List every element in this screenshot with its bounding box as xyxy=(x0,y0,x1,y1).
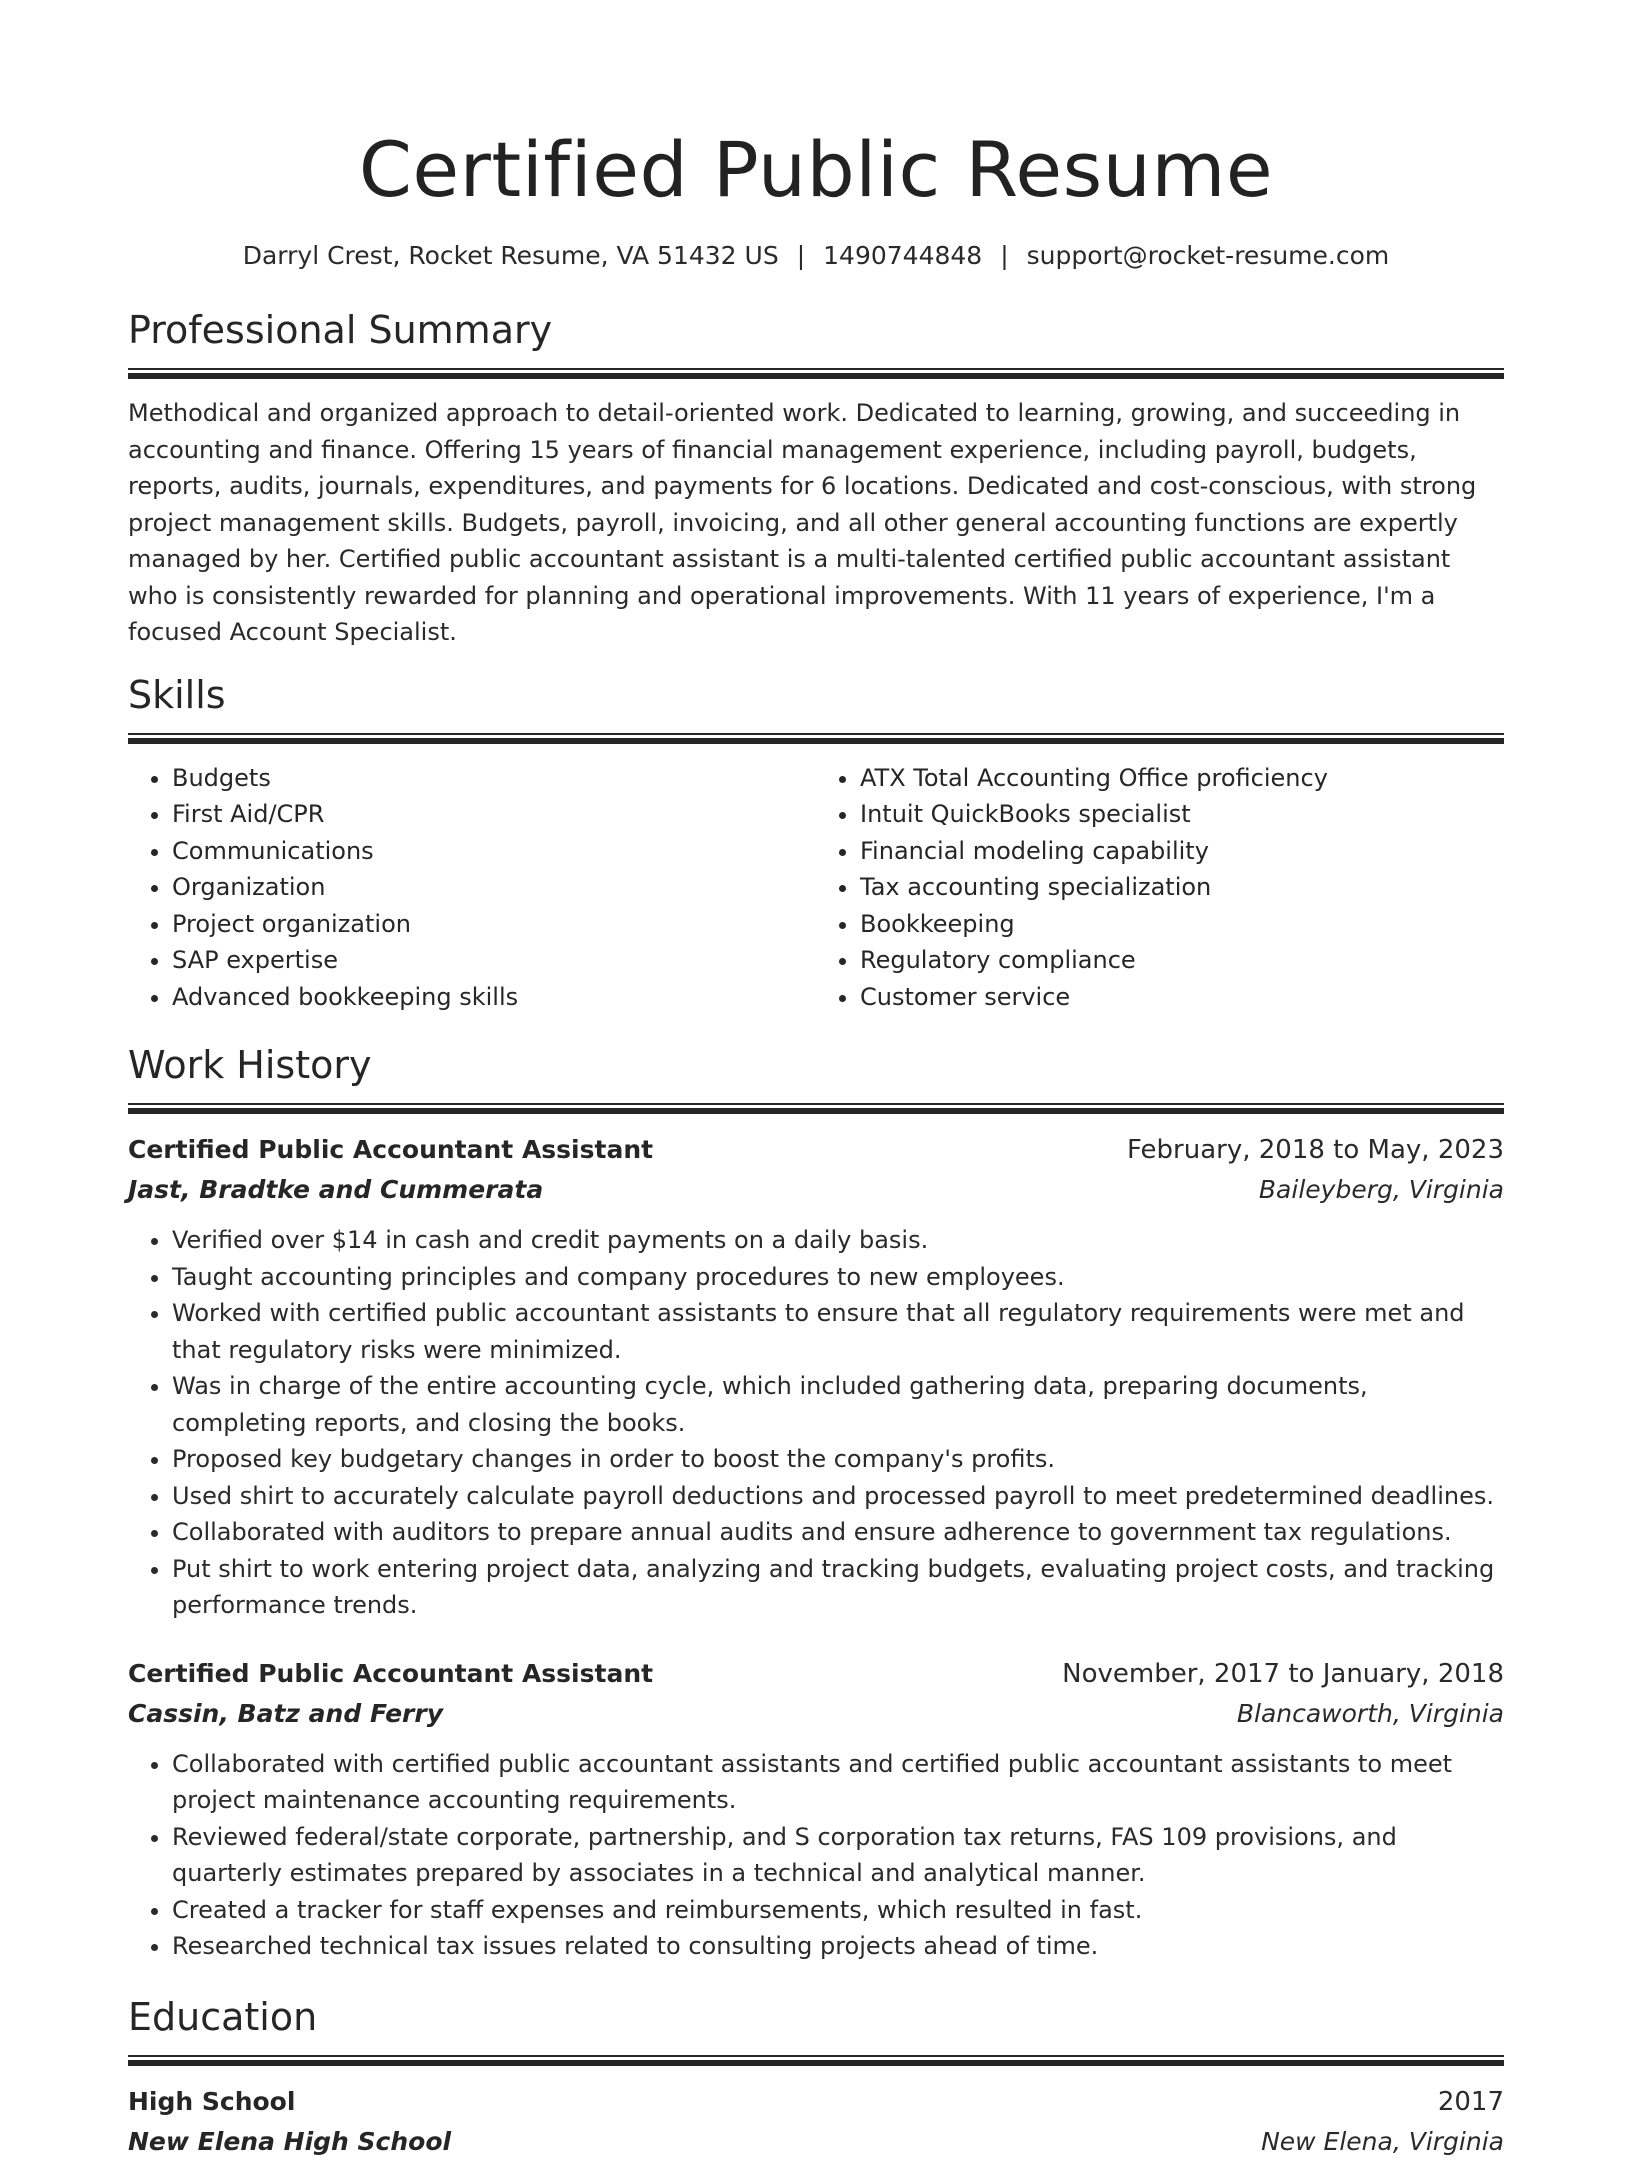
job-bullet: • Reviewed federal/state corporate, partnership, and S corporation tax returns, FAS 109 provisions, and quarterly estimates prepared by associates in a technical and analytical manner. xyxy=(172,1819,1504,1892)
skills-list-left xyxy=(128,760,816,1016)
skills-section xyxy=(128,671,1504,1016)
education-degree: High School xyxy=(128,2086,296,2116)
job-bullet: • Created a tracker for staff expenses and reimbursements, which resulted in fast. xyxy=(172,1892,1504,1929)
skill-item: • Intuit QuickBooks specialist xyxy=(860,796,1504,833)
job-company: Cassin, Batz and Ferry xyxy=(128,1698,443,1728)
job-entry xyxy=(128,1130,1504,1624)
resume-page xyxy=(128,0,1504,2162)
job-header xyxy=(128,1654,1504,1694)
contact-separator: | xyxy=(1000,241,1009,270)
job-location: Blancaworth, Virginia xyxy=(1236,1698,1504,1728)
education-location: New Elena, Virginia xyxy=(1261,2126,1504,2156)
skill-item: • Organization xyxy=(172,869,816,906)
job-title: Certified Public Accountant Assistant xyxy=(128,1658,654,1688)
skills-list-right xyxy=(816,760,1504,1016)
job-title: Certified Public Accountant Assistant xyxy=(128,1135,654,1164)
skill-item: • Tax accounting specialization xyxy=(860,869,1504,906)
work-heading: Work History xyxy=(128,1043,372,1087)
job-bullet: • Researched technical tax issues related to consulting projects ahead of time. xyxy=(172,1928,1504,1965)
education-school: New Elena High School xyxy=(128,2126,452,2156)
summary-heading: Professional Summary xyxy=(128,308,553,352)
skill-item: • Bookkeeping xyxy=(860,906,1504,943)
skill-item: • Advanced bookkeeping skills xyxy=(172,979,816,1016)
summary-section xyxy=(128,306,1504,651)
education-year: 2017 xyxy=(1437,2086,1504,2117)
job-dates: November, 2017 to January, 2018 xyxy=(1062,1658,1504,1689)
job-bullet: • Verified over $14 in cash and credit payments on a daily basis. xyxy=(172,1222,1504,1259)
job-bullet: • Worked with certified public accountant assistants to ensure that all regulatory requirements were met and that regulatory risks were minimized. xyxy=(172,1295,1504,1368)
job-bullet: • Collaborated with auditors to prepare annual audits and ensure adherence to government tax regulations. xyxy=(172,1514,1504,1551)
section-divider xyxy=(128,368,1504,379)
skill-item: • First Aid/CPR xyxy=(172,796,816,833)
skill-item: • Customer service xyxy=(860,979,1504,1016)
skills-heading: Skills xyxy=(128,672,226,717)
job-bullet: • Put shirt to work entering project data, analyzing and tracking budgets, evaluating project costs, and tracking performance trends. xyxy=(172,1551,1504,1624)
education-entry xyxy=(128,2082,1504,2162)
job-dates: February, 2018 to May, 2023 xyxy=(1127,1135,1504,1165)
job-bullet: • Collaborated with certified public accountant assistants and certified public accountant assistants to meet project maintenance accounting requirements. xyxy=(172,1746,1504,1819)
contact-email[interactable]: support@rocket-resume.com xyxy=(1026,241,1390,270)
summary-text: Methodical and organized approach to detail-oriented work. Dedicated to learning, growing, and succeeding in accounting and finance. Offering 15 years of financial management experience, including payroll, budgets, reports, audits, journals, expenditures, and payments for 6 locations. Dedicated and cost-conscious, with strong project management skills. Budgets, payroll, invoicing, and all other general accounting functions are expertly managed by her. Certified public accountant assistant is a multi-talented certified public accountant assistant who is consistently rewarded for planning and operational improvements. With 11 years of experience, I'm a focused Account Specialist. xyxy=(128,399,1477,646)
section-divider xyxy=(128,2055,1504,2066)
skill-item: • SAP expertise xyxy=(172,942,816,979)
job-subheader xyxy=(128,1694,1504,1734)
job-bullets xyxy=(128,1746,1504,1965)
resume-title: Certified Public Resume xyxy=(358,125,1274,214)
job-bullet: • Used shirt to accurately calculate payroll deductions and processed payroll to meet predetermined deadlines. xyxy=(172,1478,1504,1515)
education-heading: Education xyxy=(128,1994,318,2039)
contact-address: Darryl Crest, Rocket Resume, VA 51432 US xyxy=(242,241,779,270)
education-header xyxy=(128,2082,1504,2122)
job-bullets xyxy=(128,1222,1504,1624)
skill-item: • Communications xyxy=(172,833,816,870)
section-divider xyxy=(128,1103,1504,1114)
job-location: Baileyberg, Virginia xyxy=(1258,1175,1504,1204)
skill-item: • Regulatory compliance xyxy=(860,942,1504,979)
contact-separator: | xyxy=(796,241,806,270)
job-company: Jast, Bradtke and Cummerata xyxy=(128,1175,544,1204)
job-bullet: • Taught accounting principles and company procedures to new employees. xyxy=(172,1259,1504,1296)
contact-phone: 1490744848 xyxy=(823,241,983,270)
skill-item: • Project organization xyxy=(172,906,816,943)
education-subheader xyxy=(128,2122,1504,2162)
job-bullet: • Proposed key budgetary changes in order to boost the company's profits. xyxy=(172,1441,1504,1478)
job-bullet: • Was in charge of the entire accounting cycle, which included gathering data, preparing documents, completing reports, and closing the books. xyxy=(172,1368,1504,1441)
skill-item: • Financial modeling capability xyxy=(860,833,1504,870)
job-header xyxy=(128,1130,1504,1170)
work-section xyxy=(128,1041,1504,1965)
section-divider xyxy=(128,733,1504,744)
job-entry xyxy=(128,1654,1504,1965)
skill-item: • Budgets xyxy=(172,760,816,797)
job-subheader xyxy=(128,1170,1504,1210)
education-section xyxy=(128,1993,1504,2162)
contact-line xyxy=(128,240,1504,272)
skill-item: • ATX Total Accounting Office proficiency xyxy=(860,760,1504,797)
skills-columns xyxy=(128,760,1504,1016)
